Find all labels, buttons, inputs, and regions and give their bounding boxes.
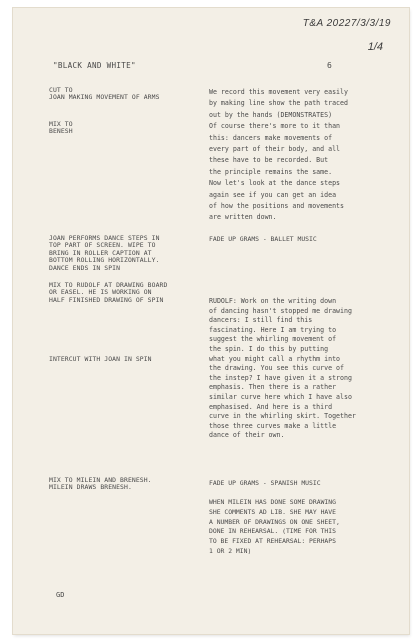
- direction-line: BRING IN ROLLER CAPTION AT: [49, 248, 152, 257]
- dialogue-line: out by the hands (DEMONSTRATES): [209, 110, 333, 119]
- footer-mark: GD: [56, 591, 65, 599]
- dialogue-line: these have to be recorded. But: [209, 156, 329, 165]
- dialogue-line: the spin. I do this by putting: [209, 344, 329, 353]
- direction-line: TOP PART OF SCREEN. WIPE TO: [49, 241, 156, 250]
- direction-milein-comments: [209, 498, 399, 557]
- dialogue-line: A NUMBER OF DRAWINGS ON ONE SHEET,: [209, 517, 340, 526]
- direction-mix-to-milein: [49, 477, 209, 492]
- dialogue-line: curve in the whirling skirt. Together: [209, 412, 356, 421]
- dialogue-line: the principle remains the same.: [209, 167, 333, 176]
- direction-line: MIX TO MILEIN AND BRENESH.: [49, 476, 152, 484]
- direction-line: CUT TO: [49, 86, 73, 94]
- folio-number: 1/4: [367, 41, 383, 53]
- dialogue-line: 1 OR 2 MIN): [209, 546, 252, 555]
- dialogue-rudolf: [209, 297, 399, 441]
- direction-line: INTERCUT WITH JOAN IN SPIN: [49, 355, 152, 363]
- script-title: "BLACK AND WHITE": [53, 61, 136, 70]
- direction-line: DANCE ENDS IN SPIN: [49, 263, 121, 272]
- sound-cue: FADE UP GRAMS - SPANISH MUSIC: [209, 479, 321, 487]
- dialogue-line: WHEN MILEIN HAS DONE SOME DRAWING: [209, 498, 336, 506]
- dialogue-line: this: dancers make movements of: [209, 133, 333, 142]
- archive-reference: T&A 20227/3/3/19: [302, 18, 391, 29]
- direction-intercut-joan: [49, 356, 209, 363]
- page-number: 6: [327, 61, 332, 70]
- dialogue-line: of dancing hasn't stopped me drawing: [209, 306, 352, 315]
- dialogue-line: of how the positions and movements: [209, 202, 344, 211]
- dialogue-line: what you might call a rhythm into: [209, 354, 341, 363]
- script-page: [13, 8, 409, 634]
- dialogue-line: similar curve here which I have also: [209, 392, 352, 401]
- direction-line: OR EASEL. HE IS WORKING ON: [49, 288, 152, 297]
- direction-line: MIX TO: [49, 120, 73, 128]
- narration-benesh-notation: [209, 87, 399, 224]
- direction-mix-to-rudolf: [49, 282, 209, 304]
- direction-cut-to-joan: [49, 87, 209, 102]
- direction-line: HALF FINISHED DRAWING OF SPIN: [49, 295, 164, 304]
- dialogue-line: the drawing. You see this curve of: [209, 364, 344, 373]
- dialogue-line: SHE COMMENTS AD LIB. SHE MAY HAVE: [209, 507, 336, 516]
- dialogue-line: dancers: I still find this: [209, 316, 313, 325]
- dialogue-line: emphasis. Then there is a rather: [209, 383, 337, 392]
- direction-line: MIX TO RUDOLF AT DRAWING BOARD: [49, 281, 168, 289]
- dialogue-line: DONE IN REHEARSAL. (TIME FOR THIS: [209, 527, 336, 536]
- direction-mix-to-benesh: [49, 121, 209, 136]
- dialogue-line: RUDOLF: Work on the writing down: [209, 297, 337, 305]
- direction-joan-dance-steps: [49, 235, 209, 272]
- dialogue-line: emphasised. And here is a third: [209, 402, 333, 411]
- dialogue-line: suggest the whirling movement of: [209, 335, 337, 344]
- dialogue-line: every part of their body, and all: [209, 145, 341, 154]
- dialogue-line: Of course there's more to it than: [209, 122, 341, 131]
- dialogue-line: fascinating. Here I am trying to: [209, 325, 337, 334]
- dialogue-line: those three curves make a little: [209, 421, 337, 430]
- direction-line: BOTTOM ROLLING HORIZONTALLY.: [49, 256, 160, 265]
- dialogue-line: are written down.: [209, 213, 277, 222]
- direction-line: JOAN MAKING MOVEMENT OF ARMS: [49, 93, 160, 102]
- dialogue-line: dance of their own.: [209, 431, 285, 440]
- dialogue-line: by making line show the path traced: [209, 99, 348, 108]
- direction-line: JOAN PERFORMS DANCE STEPS IN: [49, 234, 160, 242]
- sound-cue-ballet-music: [209, 235, 399, 245]
- sound-cue: FADE UP GRAMS - BALLET MUSIC: [209, 235, 317, 243]
- dialogue-line: again see if you can get an idea: [209, 190, 337, 199]
- dialogue-line: the instep? I have given it a strong: [209, 373, 352, 382]
- dialogue-line: Now let's look at the dance steps: [209, 179, 341, 188]
- dialogue-line: TO BE FIXED AT REHEARSAL: PERHAPS: [209, 537, 336, 546]
- sound-cue-spanish-music: [209, 479, 399, 489]
- direction-line: BENESH: [49, 127, 73, 136]
- direction-line: MILEIN DRAWS BRENESH.: [49, 483, 132, 492]
- dialogue-line: We record this movement very easily: [209, 88, 348, 96]
